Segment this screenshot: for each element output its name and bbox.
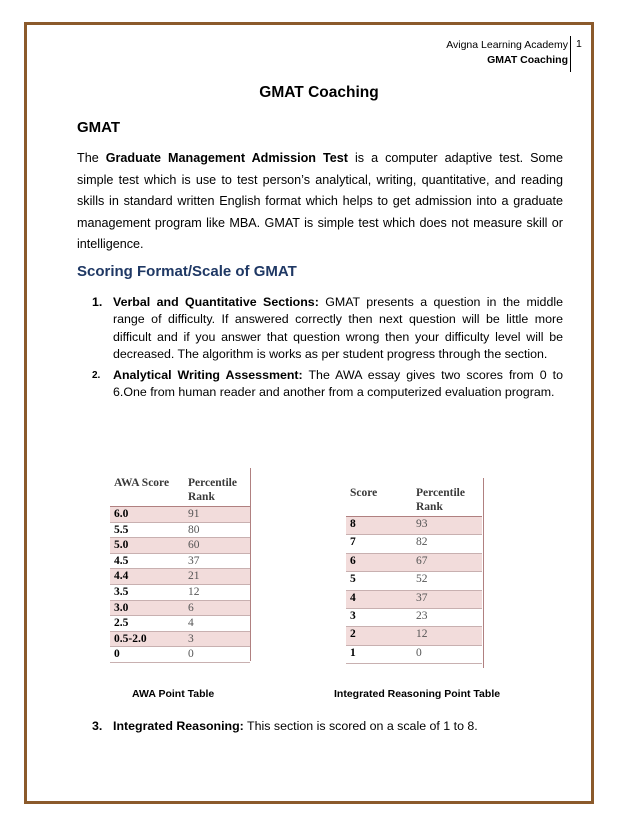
score-cell: 2 <box>346 627 412 645</box>
percentile-cell: 0 <box>184 647 250 663</box>
score-cell: 3.5 <box>110 584 184 600</box>
table-row <box>110 553 250 569</box>
table-row <box>110 631 250 647</box>
list-item <box>77 367 563 402</box>
ir-point-table <box>346 486 482 664</box>
score-cell: 0.5-2.0 <box>110 631 184 647</box>
list-item-text: This section is scored on a scale of 1 to 8. <box>243 719 478 733</box>
score-cell: 1 <box>346 645 412 663</box>
score-cell: 5.5 <box>110 522 184 538</box>
intro-bold: Graduate Management Admission Test <box>105 151 348 165</box>
percentile-cell: 93 <box>412 517 482 535</box>
table-row <box>346 572 482 590</box>
score-cell: 6 <box>346 553 412 571</box>
score-cell: 4.4 <box>110 569 184 585</box>
percentile-cell: 37 <box>412 590 482 608</box>
table-row <box>346 553 482 571</box>
table-row <box>346 608 482 626</box>
table-row <box>346 590 482 608</box>
score-cell: 3.0 <box>110 600 184 616</box>
percentile-cell: 60 <box>184 538 250 554</box>
score-cell: 5.0 <box>110 538 184 554</box>
percentile-cell: 21 <box>184 569 250 585</box>
score-cell: 7 <box>346 535 412 553</box>
percentile-cell: 80 <box>184 522 250 538</box>
list-item-text: GMAT presents a question in the middle range of difficulty. If answered correctly then next question will be little more difficult and if you answer that question wrong then your difficulty level will be decreased. The algorithm is works as per student progress through the section. <box>113 295 563 361</box>
table-header: Score <box>346 486 412 517</box>
table-row <box>110 522 250 538</box>
page-border <box>24 22 594 804</box>
table-header: Percentile Rank <box>184 476 250 507</box>
header-divider <box>570 36 571 72</box>
intro-rest: is a computer adaptive test. Some simple test which is use to test person’s analytical, writing, quantitative, and reading skills in standard written English format which helps to get admission into a graduate management program like MBA. GMAT is simple test which does not measure skill or intelligence. <box>77 151 564 252</box>
ir-table-caption: Integrated Reasoning Point Table <box>334 688 501 700</box>
list-item <box>77 294 563 363</box>
table-row <box>110 600 250 616</box>
awa-point-table <box>110 476 250 663</box>
list-item-text: The AWA essay gives two scores from 0 to 6.One from human reader and another from a computerized evaluation program. <box>113 368 563 400</box>
section-heading-gmat: GMAT <box>77 119 121 136</box>
table-row <box>346 627 482 645</box>
list-number: 1. <box>92 295 103 309</box>
table-row <box>110 616 250 632</box>
header-subtitle: GMAT Coaching <box>487 54 568 66</box>
document-title: GMAT Coaching <box>259 84 379 101</box>
percentile-cell: 23 <box>412 608 482 626</box>
list-item-title: Integrated Reasoning: <box>113 719 244 733</box>
awa-table-caption: AWA Point Table <box>132 688 215 700</box>
header-org: Avigna Learning Academy <box>446 39 568 51</box>
list-item-title: Verbal and Quantitative Sections: <box>113 295 319 309</box>
list-item-title: Analytical Writing Assessment: <box>113 368 303 383</box>
list-number: 2. <box>92 370 101 382</box>
percentile-cell: 12 <box>412 627 482 645</box>
score-cell: 0 <box>110 647 184 663</box>
table-header: Percentile Rank <box>412 486 482 517</box>
table-row <box>110 507 250 523</box>
running-header <box>446 38 568 68</box>
score-cell: 3 <box>346 608 412 626</box>
intro-lead: The <box>77 151 106 165</box>
section-heading-scoring: Scoring Format/Scale of GMAT <box>77 263 297 280</box>
table-row <box>346 517 482 535</box>
table-row <box>110 647 250 663</box>
score-cell: 8 <box>346 517 412 535</box>
list-number: 3. <box>92 719 103 733</box>
intro-paragraph <box>77 148 563 256</box>
percentile-cell: 3 <box>184 631 250 647</box>
percentile-cell: 67 <box>412 553 482 571</box>
scoring-list <box>77 294 563 406</box>
score-cell: 2.5 <box>110 616 184 632</box>
percentile-cell: 82 <box>412 535 482 553</box>
list-item <box>77 718 563 735</box>
score-cell: 4.5 <box>110 553 184 569</box>
score-cell: 5 <box>346 572 412 590</box>
table-row <box>346 535 482 553</box>
percentile-cell: 6 <box>184 600 250 616</box>
page-number: 1 <box>576 38 582 50</box>
table-row <box>110 584 250 600</box>
score-cell: 4 <box>346 590 412 608</box>
table-row <box>110 569 250 585</box>
percentile-cell: 4 <box>184 616 250 632</box>
percentile-cell: 52 <box>412 572 482 590</box>
percentile-cell: 12 <box>184 584 250 600</box>
table-row <box>110 538 250 554</box>
percentile-cell: 91 <box>184 507 250 523</box>
score-cell: 6.0 <box>110 507 184 523</box>
table-row <box>346 645 482 663</box>
percentile-cell: 37 <box>184 553 250 569</box>
table-header: AWA Score <box>110 476 184 507</box>
percentile-cell: 0 <box>412 645 482 663</box>
